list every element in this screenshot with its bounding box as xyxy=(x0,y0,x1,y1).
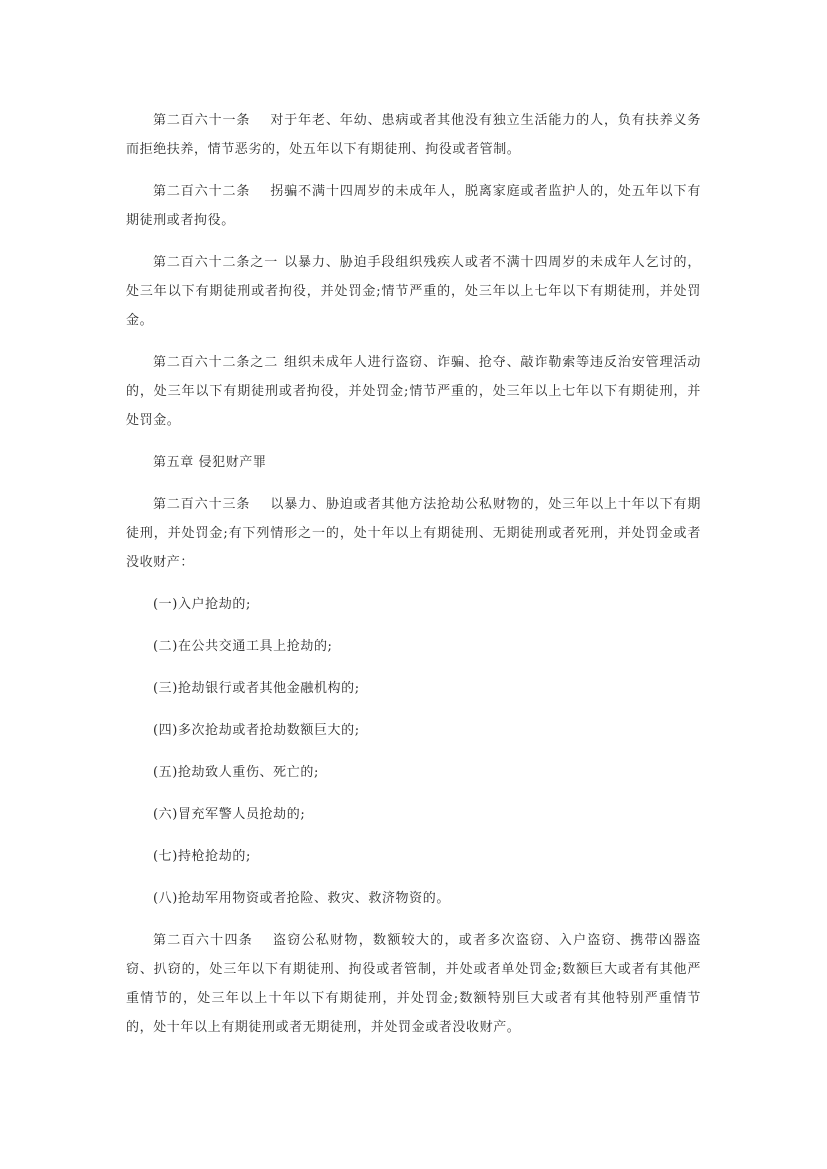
article-text: 以暴力、胁迫或者其他方法抢劫公私财物的，处三年以上十年以下有期徒刑，并处罚金;有下列情形之一的，处十年以上有期徒刑、无期徒刑或者死刑，并处罚金或者没收财产： xyxy=(126,497,701,570)
article-263 xyxy=(126,490,701,577)
article-number: 第二百六十三条 xyxy=(153,497,251,512)
article-number: 第二百六十一条 xyxy=(153,113,251,128)
article-number: 第二百六十二条 xyxy=(153,184,251,199)
chapter-title: 第五章 侵犯财产罪 xyxy=(153,455,267,470)
article-text: 拐骗不满十四周岁的未成年人，脱离家庭或者监护人的，处五年以下有期徒刑或者拘役。 xyxy=(126,184,701,228)
list-item: (二)在公共交通工具上抢劫的; xyxy=(153,639,333,654)
article-number: 第二百六十二条之一 xyxy=(153,255,279,270)
article-number: 第二百六十二条之二 xyxy=(153,355,279,370)
list-item: (一)入户抢劫的; xyxy=(153,597,251,612)
article-262 xyxy=(126,177,701,235)
article-262-1 xyxy=(126,248,701,335)
list-item: (七)持枪抢劫的; xyxy=(153,849,251,864)
article-261 xyxy=(126,106,701,164)
article-264 xyxy=(126,926,701,1042)
article-text: 以暴力、胁迫手段组织残疾人或者不满十四周岁的未成年人乞讨的，处三年以下有期徒刑或者拘役，并处罚金;情节严重的，处三年以上七年以下有期徒刑，并处罚金。 xyxy=(126,255,701,328)
article-text: 对于年老、年幼、患病或者其他没有独立生活能力的人，负有扶养义务而拒绝扶养，情节恶劣的，处五年以下有期徒刑、拘役或者管制。 xyxy=(126,113,701,157)
article-text: 盗窃公私财物，数额较大的，或者多次盗窃、入户盗窃、携带凶器盗窃、扒窃的，处三年以下有期徒刑、拘役或者管制，并处或者单处罚金;数额巨大或者有其他严重情节的，处三年以上十年以下有期徒刑，并处罚金;数额特别巨大或者有其他特别严重情节的，处十年以上有期徒刑或者无期徒刑，并处罚金或者没收财产。 xyxy=(126,933,701,1035)
chapter-heading xyxy=(126,448,701,477)
document-page xyxy=(126,106,701,1042)
list-item: (八)抢劫军用物资或者抢险、救灾、救济物资的。 xyxy=(153,891,450,906)
article-262-2 xyxy=(126,348,701,435)
article-number: 第二百六十四条 xyxy=(153,933,254,948)
list-item: (四)多次抢劫或者抢劫数额巨大的; xyxy=(153,723,360,738)
list-item: (五)抢劫致人重伤、死亡的; xyxy=(153,765,319,780)
list-item: (六)冒充军警人员抢劫的; xyxy=(153,807,306,822)
article-text: 组织未成年人进行盗窃、诈骗、抢夺、敲诈勒索等违反治安管理活动的，处三年以下有期徒刑或者拘役，并处罚金;情节严重的，处三年以上七年以下有期徒刑，并处罚金。 xyxy=(126,355,701,428)
list-item: (三)抢劫银行或者其他金融机构的; xyxy=(153,681,360,696)
